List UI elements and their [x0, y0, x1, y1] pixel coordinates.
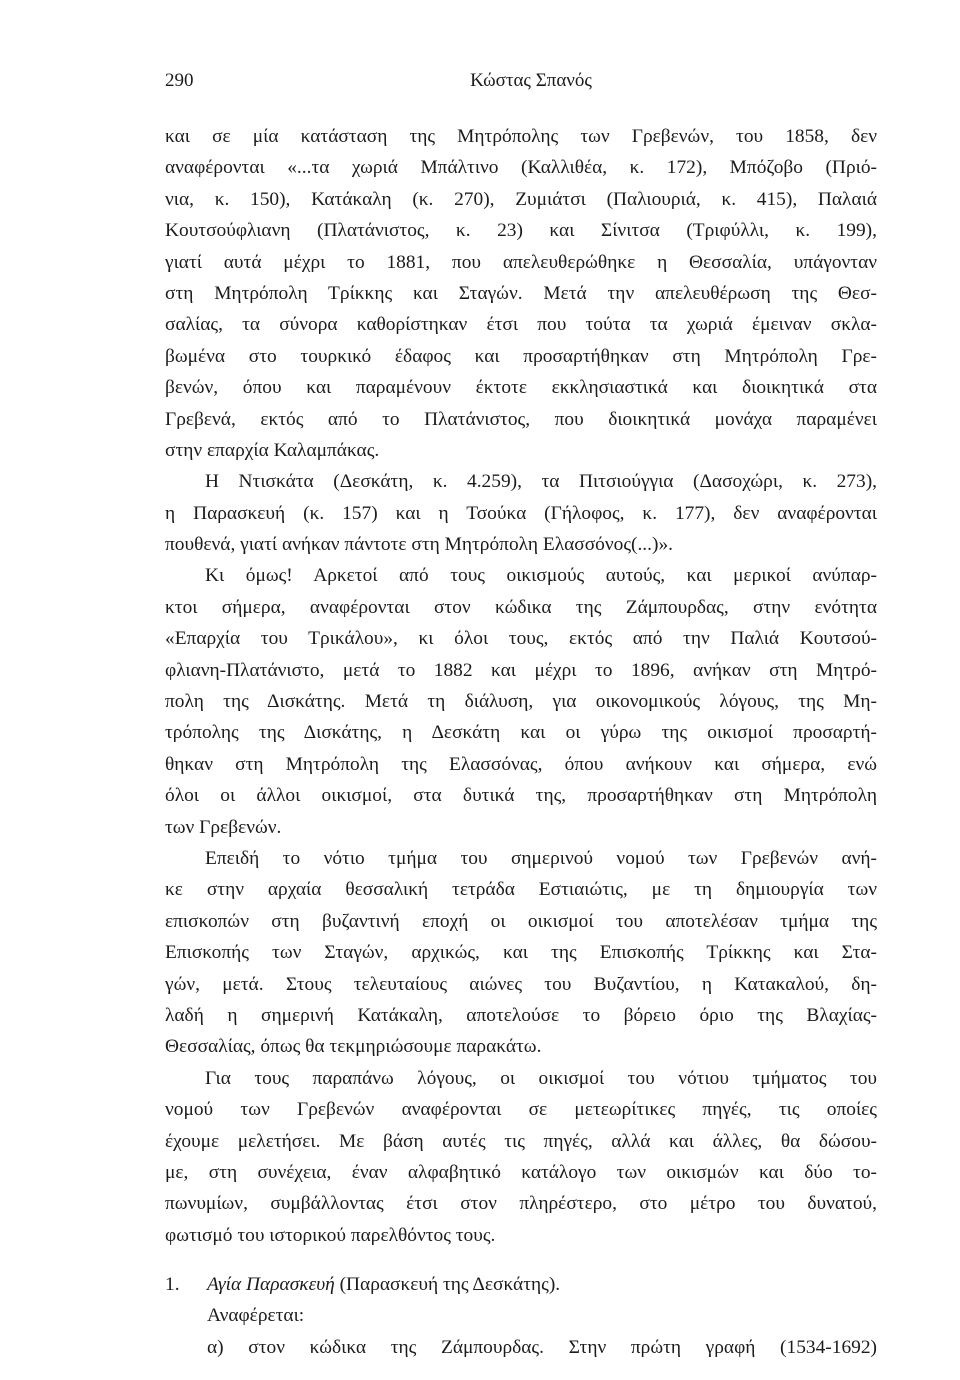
- text-line: στη Μητρόπολη Τρίκκης και Σταγών. Μετά την απελευθέρωση της Θεσ-: [165, 282, 877, 304]
- body-text: [165, 121, 877, 1363]
- text-line: νια, κ. 150), Κατάκαλη (κ. 270), Ζυμιάτσι (Παλιουριά, κ. 415), Παλαιά: [165, 188, 877, 210]
- entry-item: α) στον κώδικα της Ζάμπουρδας. Στην πρώτη γραφή (1534-1692): [207, 1336, 877, 1358]
- text-line: κτοι σήμερα, αναφέρονται στον κώδικα της Ζάμπουρδας, στην ενότητα: [165, 596, 877, 618]
- entry-sub-label: Αναφέρεται:: [207, 1305, 305, 1327]
- text-line: πολη της Δισκάτης. Μετά τη διάλυση, για οικονομικούς λόγους, της Μη-: [165, 691, 877, 713]
- page-header: [165, 70, 885, 100]
- text-line: με, στη συνέχεια, έναν αλφαβητικό κατάλογο των οικισμών και δύο το-: [165, 1161, 877, 1183]
- text-line: γών, μετά. Στους τελευταίους αιώνες του Βυζαντίου, η Κατακαλού, δη-: [165, 973, 877, 995]
- text-line: φωτισμό του ιστορικού παρελθόντος τους.: [165, 1224, 496, 1246]
- spacer: [165, 1251, 877, 1269]
- entry-heading: [165, 1269, 877, 1300]
- text-line: τρόπολης της Δισκάτης, η Δεσκάτη και οι γύρω της οικισμοί προσαρτή-: [165, 722, 877, 744]
- text-line: πωνυμίων, συμβάλλοντας έτσι στον πληρέστερο, στο μέτρο του δυνατού,: [165, 1193, 877, 1215]
- paragraph-lines: [165, 121, 877, 1251]
- text-line: γιατί αυτά μέχρι το 1881, που απελευθερώθηκε η Θεσσαλία, υπάγονταν: [165, 251, 877, 273]
- running-head: Κώστας Σπανός: [470, 70, 592, 91]
- text-line: Επειδή το νότιο τμήμα του σημερινού νομού των Γρεβενών ανή-: [205, 847, 877, 869]
- text-line: Κι όμως! Αρκετοί από τους οικισμούς αυτούς, και μερικοί ανύπαρ-: [205, 565, 877, 587]
- text-line: και σε μία κατάσταση της Μητρόπολης των Γρεβενών, του 1858, δεν: [165, 126, 877, 147]
- entry-title: Αγία Παρασκευή: [207, 1274, 335, 1296]
- text-line: Θεσσαλίας, όπως θα τεκμηριώσουμε παρακάτω.: [165, 1036, 542, 1058]
- text-line: αναφέρονται «...τα χωριά Μπάλτινο (Καλλιθέα, κ. 172), Μπόζοβο (Πριό-: [165, 157, 877, 179]
- text-line: η Παρασκευή (κ. 157) και η Τσούκα (Γήλοφος, κ. 177), δεν αναφέρονται: [165, 502, 877, 524]
- text-line: βωμένα στο τουρκικό έδαφος και προσαρτήθηκαν στη Μητρόπολη Γρε-: [165, 345, 877, 367]
- text-line: έχουμε μελετήσει. Με βάση αυτές τις πηγές, αλλά και άλλες, θα δώσου-: [165, 1130, 877, 1152]
- entry-title-rest: (Παρασκευή της Δεσκάτης).: [334, 1274, 561, 1296]
- text-line: Η Ντισκάτα (Δεσκάτη, κ. 4.259), τα Πιτσιούγγια (Δασοχώρι, κ. 273),: [205, 471, 877, 493]
- text-line: «Επαρχία του Τρικάλου», κι όλοι τους, εκτός από την Παλιά Κουτσού-: [165, 628, 877, 650]
- text-line: πουθενά, γιατί ανήκαν πάντοτε στη Μητρόπολη Ελασσόνος(...)».: [165, 534, 674, 556]
- text-line: κε στην αρχαία θεσσαλική τετράδα Εστιαιώτις, με τη δημιουργία των: [165, 879, 877, 901]
- text-line: θηκαν στη Μητρόπολη της Ελασσόνας, όπου ανήκουν και σήμερα, ενώ: [165, 753, 877, 775]
- text-line: στην επαρχία Καλαμπάκας.: [165, 439, 380, 461]
- text-line: Επισκοπής των Σταγών, αρχικώς, και της Επισκοπής Τρίκκης και Στα-: [165, 942, 877, 964]
- entry-number: 1.: [165, 1274, 180, 1296]
- text-line: σαλίας, τα σύνορα καθορίστηκαν έτσι που τούτα τα χωριά έμειναν σκλα-: [165, 314, 877, 336]
- text-line: επισκοπών στη βυζαντινή εποχή οι οικισμοί του αποτελέσαν τμήμα της: [165, 910, 877, 932]
- text-line: Γρεβενά, εκτός από το Πλατάνιστος, που διοικητικά μονάχα παραμένει: [165, 408, 877, 430]
- text-line: βενών, όπου και παραμένουν έκτοτε εκκλησιαστικά και διοικητικά στα: [165, 377, 877, 399]
- text-line: φλιανη-Πλατάνιστο, μετά το 1882 και μέχρι το 1896, ανήκαν στη Μητρό-: [165, 659, 877, 681]
- text-line: όλοι οι άλλοι οικισμοί, στα δυτικά της, προσαρτήθηκαν στη Μητρόπολη: [165, 785, 877, 807]
- text-line: Για τους παραπάνω λόγους, οι οικισμοί του νότιου τμήματος του: [205, 1067, 877, 1089]
- text-line: Κουτσούφλιανη (Πλατάνιστος, κ. 23) και Σίνιτσα (Τριφύλλι, κ. 199),: [165, 220, 877, 242]
- text-line: λαδή η σημερινή Κατάκαλη, αποτελούσε το βόρειο όριο της Βλαχίας-: [165, 1004, 877, 1026]
- text-line: των Γρεβενών.: [165, 816, 282, 838]
- page-number: 290: [165, 70, 194, 91]
- text-line: νομού των Γρεβενών αναφέρονται σε μετεωρίτικες πηγές, τις οποίες: [165, 1099, 877, 1121]
